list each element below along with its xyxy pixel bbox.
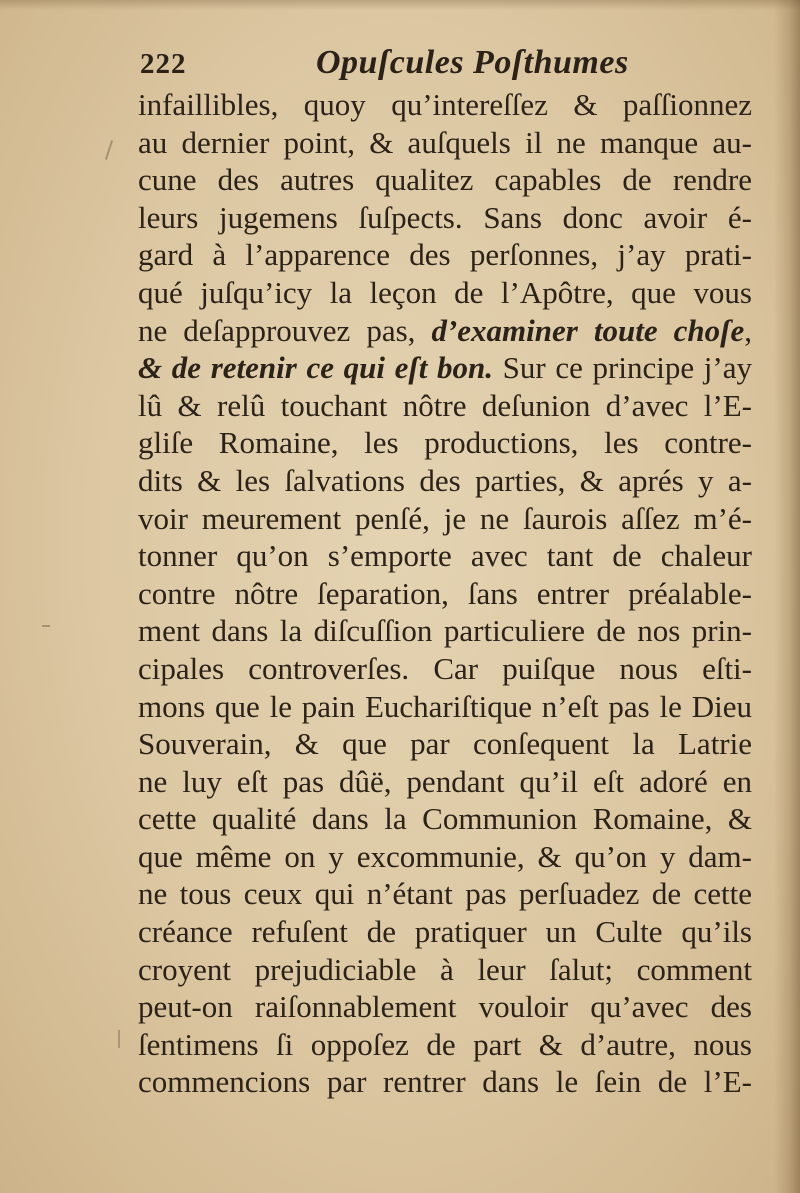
text-segment: ne luy eſt pas dûë, pendant qu’il eſt adoré en: [138, 763, 752, 799]
text-line: [138, 86, 752, 124]
text-line: [138, 424, 752, 462]
text-segment: gliſe Romaine, les productions, les contre-: [138, 425, 752, 461]
text-line: [138, 199, 752, 237]
text-line: [138, 800, 752, 838]
text-segment: dits & les ſalvations des parties, & aprés y a-: [138, 462, 752, 498]
paper-mark: [42, 625, 50, 627]
text-segment: ne deſapprouvez pas,: [138, 312, 432, 348]
text-segment: croyent prejudiciable à leur ſalut; comment: [138, 951, 752, 987]
text-line: [138, 612, 752, 650]
paper-mark: [105, 140, 113, 160]
text-line: [138, 875, 752, 913]
text-segment: tonner qu’on s’emporte avec tant de chaleur: [138, 538, 752, 574]
text-segment: Sur ce principe j’ay: [493, 350, 752, 386]
text-segment: lû & relû touchant nôtre deſunion d’avec l’E-: [138, 387, 752, 423]
text-line: [138, 349, 752, 387]
text-segment: gard à l’apparence des perſonnes, j’ay prati-: [138, 237, 752, 273]
text-segment: cipales controverſes. Car puiſque nous eſti-: [138, 650, 752, 686]
text-segment: qué juſqu’icy la leçon de l’Apôtre, que vous: [138, 274, 752, 310]
text-segment: leurs jugemens ſuſpects. Sans donc avoir é-: [138, 199, 752, 235]
text-line: [138, 236, 752, 274]
text-segment: infaillibles, quoy qu’intereſſez & paſſionnez: [138, 87, 752, 122]
text-line: [138, 913, 752, 951]
text-segment: cette qualité dans la Communion Romaine, &: [138, 801, 752, 837]
page-number: 222: [140, 48, 187, 80]
text-line: [138, 124, 752, 162]
text-segment: Souverain, & que par conſequent la Latrie: [138, 726, 752, 762]
text-segment: au dernier point, & auſquels il ne manque au-: [138, 124, 752, 160]
running-title: Opuſcules Poſthumes: [316, 44, 629, 81]
paper-mark: [118, 1030, 120, 1048]
text-line: [138, 387, 752, 425]
text-segment: mons que le pain Euchariſtique n’eſt pas le Dieu: [138, 688, 752, 724]
text-line: [138, 161, 752, 199]
page-header: [140, 44, 752, 90]
italic-quote: d’examiner toute choſe: [431, 312, 745, 348]
text-segment: ment dans la diſcuſſion particuliere de nos prin-: [138, 613, 752, 649]
page-top-edge: [0, 0, 800, 10]
text-segment: ſentimens ſi oppoſez de part & d’autre, nous: [138, 1026, 752, 1062]
text-segment: voir meurement penſé, je ne ſaurois aſſez m’é-: [138, 500, 752, 536]
italic-quote: & de retenir ce qui eſt bon.: [138, 350, 493, 386]
text-line: [138, 274, 752, 312]
text-line: [138, 312, 752, 350]
text-line: [138, 838, 752, 876]
text-segment: peut-on raiſonnablement vouloir qu’avec des: [138, 989, 752, 1025]
text-line: [138, 1026, 752, 1064]
text-line: [138, 537, 752, 575]
page-edge-shadow: [774, 0, 800, 1193]
text-segment: que même on y excommunie, & qu’on y dam-: [138, 838, 752, 874]
text-line: [138, 462, 752, 500]
text-line: [138, 500, 752, 538]
text-segment: créance refuſent de pratiquer un Culte qu’ils: [138, 914, 752, 950]
text-segment: ,: [744, 312, 752, 348]
body-text: [138, 86, 752, 1101]
text-segment: cune des autres qualitez capables de rendre: [138, 162, 752, 198]
text-line: [138, 763, 752, 801]
text-line: [138, 725, 752, 763]
text-line: [138, 688, 752, 726]
text-segment: ne tous ceux qui n’étant pas perſuadez de cette: [138, 876, 752, 912]
text-line: [138, 951, 752, 989]
text-line: [138, 575, 752, 613]
text-segment: commencions par rentrer dans le ſein de l’E-: [138, 1064, 752, 1100]
text-line: [138, 1063, 752, 1101]
text-segment: contre nôtre ſeparation, ſans entrer préalable-: [138, 575, 752, 611]
text-line: [138, 988, 752, 1026]
text-line: [138, 650, 752, 688]
